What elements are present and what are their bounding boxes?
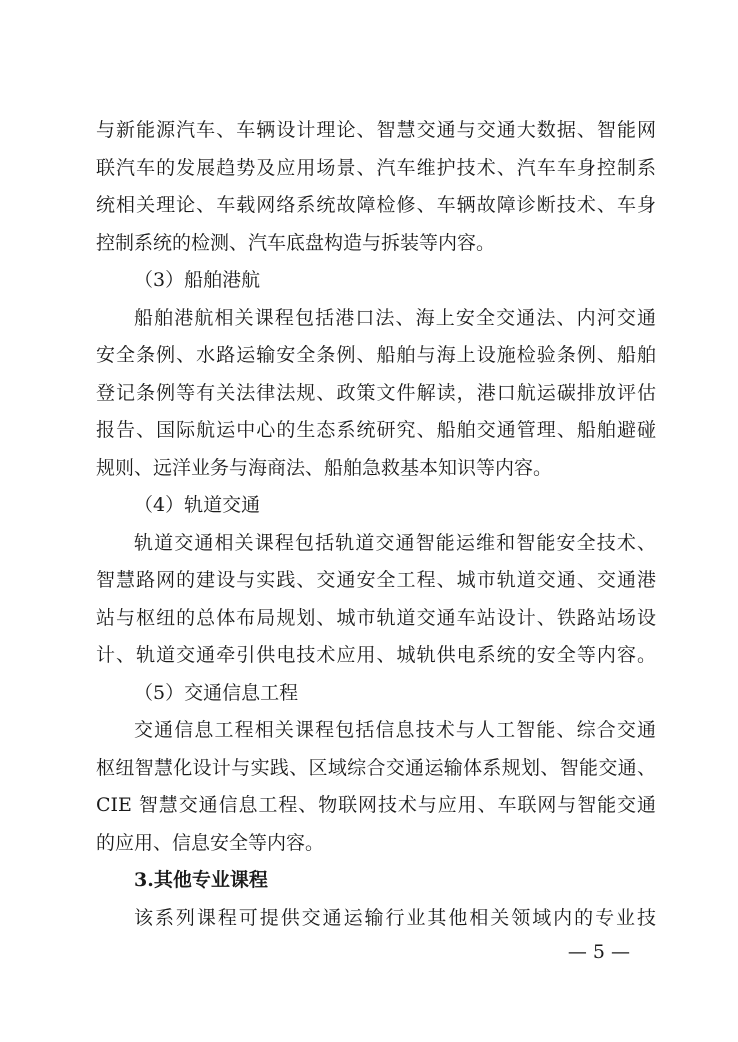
text-line: 该系列课程可提供交通运输行业其他相关领域内的专业技	[134, 906, 656, 929]
text-line: 站与枢纽的总体布局规划、城市轨道交通车站设计、铁路站场设	[96, 606, 656, 629]
paragraph-other-courses	[96, 900, 656, 938]
text-line: 的应用、信息安全等内容。	[96, 831, 325, 854]
text-line: 规则、远洋业务与海商法、船舶急救基本知识等内容。	[96, 456, 553, 479]
section-heading-other-courses: 3.其他专业课程	[134, 869, 268, 891]
text-line: 枢纽智慧化设计与实践、区域综合交通运输体系规划、智能交通、	[96, 756, 656, 779]
text-line: 智慧路网的建设与实践、交通安全工程、城市轨道交通、交通港	[96, 569, 656, 591]
text-line: 计、轨道交通牵引供电技术应用、城轨供电系统的安全等内容。	[96, 644, 656, 666]
text-line: 船舶港航相关课程包括港口法、海上安全交通法、内河交通	[134, 306, 656, 329]
text-line: 登记条例等有关法律法规、政策文件解读，港口航运碳排放评估	[96, 381, 656, 404]
paragraph-ship-port	[96, 300, 656, 488]
text-line: 与新能源汽车、车辆设计理论、智慧交通与交通大数据、智能网	[96, 119, 656, 141]
text-line: 报告、国际航运中心的生态系统研究、船舶交通管理、船舶避碰	[96, 419, 656, 441]
page-number: — 5 —	[567, 941, 630, 963]
text-line: 轨道交通相关课程包括轨道交通智能运维和智能安全技术、	[134, 531, 656, 554]
text-line: 控制系统的检测、汽车底盘构造与拆装等内容。	[96, 231, 496, 254]
text-line: 统相关理论、车载网络系统故障检修、车辆故障诊断技术、车身	[96, 194, 656, 216]
paragraph-traffic-info-engineering	[96, 712, 656, 862]
paragraph-rail-transit	[96, 525, 656, 675]
text-line: CIE 智慧交通信息工程、物联网技术与应用、车联网与智能交通	[96, 794, 656, 816]
text-line: 安全条例、水路运输安全条例、船舶与海上设施检验条例、船舶	[96, 344, 656, 366]
subheading-rail-transit: （4）轨道交通	[134, 494, 261, 516]
text-line: 联汽车的发展趋势及应用场景、汽车维护技术、汽车车身控制系	[96, 156, 656, 179]
document-body	[96, 112, 656, 937]
text-line: 交通信息工程相关课程包括信息技术与人工智能、综合交通	[134, 719, 656, 741]
subheading-traffic-info-engineering: （5）交通信息工程	[134, 681, 299, 704]
subheading-ship-port: （3）船舶港航	[134, 269, 261, 291]
paragraph-vehicle-courses-continued	[96, 112, 656, 262]
